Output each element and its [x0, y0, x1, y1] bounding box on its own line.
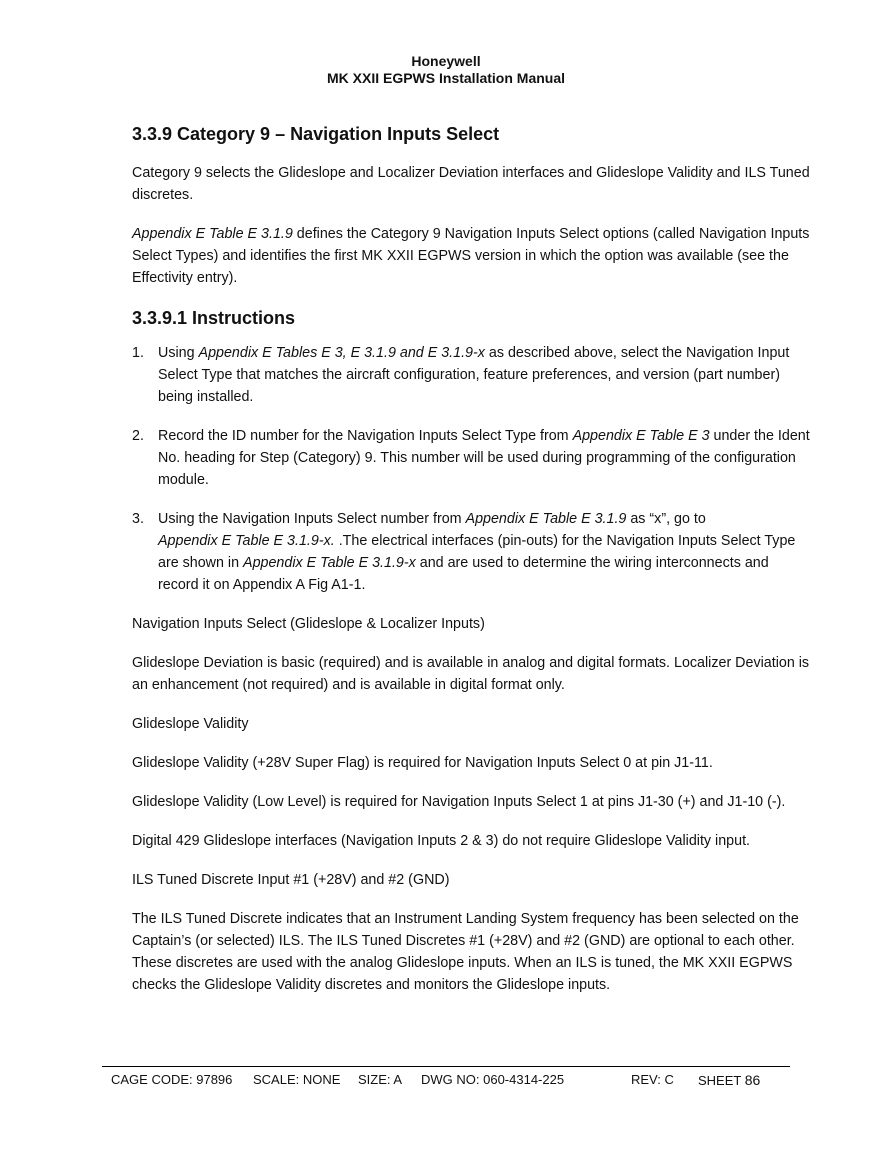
instruction-step-2	[132, 425, 812, 491]
step-number: 2.	[132, 428, 144, 444]
step-text: Record the ID number for the Navigation Inputs Select Type from	[158, 428, 573, 444]
nav-inputs-title: Navigation Inputs Select (Glideslope & Localizer Inputs)	[132, 616, 485, 632]
step-number: 1.	[132, 345, 144, 361]
step-text: under the Ident No. heading for Step (Category) 9. This number will be used during programming of the configuration module.	[158, 428, 810, 488]
drawing-number: DWG NO: 060-4314-225	[421, 1072, 565, 1087]
appendix-reference: Appendix E Table E 3.1.9-x	[243, 555, 416, 571]
sheet-text: SHEET	[698, 1073, 742, 1088]
section-intro: Category 9 selects the Glideslope and Localizer Deviation interfaces and Glideslope Validity and ILS Tuned discretes.	[132, 165, 810, 203]
instructions-heading: 3.3.9.1 Instructions	[132, 308, 296, 328]
instructions-list	[132, 342, 812, 596]
cage-code: CAGE CODE: 97896	[111, 1072, 233, 1087]
step-text: .The electrical interfaces (pin-outs) for the Navigation Inputs Select Type are shown in	[158, 533, 796, 571]
size-label: SIZE: A	[358, 1072, 403, 1087]
instruction-step-3	[132, 508, 812, 596]
sheet-label	[698, 1072, 760, 1088]
section-paragraph-2	[132, 223, 812, 289]
glideslope-validity-low-text: Glideslope Validity (Low Level) is required for Navigation Inputs Select 1 at pins J1-30 (+) and J1-10 (-).	[132, 794, 786, 810]
step-text: Using	[158, 345, 199, 361]
glideslope-validity-title: Glideslope Validity	[132, 716, 249, 732]
page-header	[0, 53, 892, 87]
appendix-reference: Appendix E Table E 3.1.9-x.	[158, 533, 335, 549]
digital-429-text: Digital 429 Glideslope interfaces (Navigation Inputs 2 & 3) do not require Glideslope Validity input.	[132, 833, 751, 849]
document-body	[132, 122, 812, 1013]
appendix-reference: Appendix E Tables E 3, E 3.1.9 and E 3.1.9-x	[198, 345, 485, 361]
step-text: as “x”, go to	[626, 511, 706, 527]
step-number: 3.	[132, 511, 144, 527]
appendix-reference: Appendix E Table E 3.1.9	[465, 511, 627, 527]
ils-tuned-title: ILS Tuned Discrete Input #1 (+28V) and #2 (GND)	[132, 872, 450, 888]
step-text: as described above, select the Navigation Input Select Type that matches the aircraft configuration, feature preferences, and version (part number) being installed.	[158, 345, 790, 405]
header-company: Honeywell	[411, 53, 481, 69]
glideslope-deviation-text: Glideslope Deviation is basic (required) and is available in analog and digital formats. Localizer Deviation is an enhancement (not required) and is available in digital format only.	[132, 655, 810, 693]
appendix-reference: Appendix E Table E 3.1.9	[132, 226, 293, 242]
paragraph-text: defines the Category 9 Navigation Inputs Select options (called Navigation Inputs Select Types) and identifies the first MK XXII EGPWS version in which the option was available (see the Effectivity entry).	[132, 226, 810, 286]
step-text: Using the Navigation Inputs Select number from	[158, 511, 466, 527]
instruction-step-1	[132, 342, 812, 408]
sheet-number: 86	[744, 1072, 761, 1088]
section-heading: 3.3.9 Category 9 – Navigation Inputs Select	[132, 124, 500, 144]
revision-label: REV: C	[631, 1072, 674, 1087]
ils-tuned-text: The ILS Tuned Discrete indicates that an Instrument Landing System frequency has been selected on the Captain’s (or selected) ILS. The ILS Tuned Discretes #1 (+28V) and #2 (GND) are optional to each other. These discretes are used with the analog Glideslope inputs. When an ILS is tuned, the MK XXII EGPWS checks the Glideslope Validity discretes and monitors the Glideslope inputs.	[132, 911, 799, 993]
page-footer	[102, 1066, 790, 1091]
glideslope-validity-28v-text: Glideslope Validity (+28V Super Flag) is required for Navigation Inputs Select 0 at pin J1-11.	[132, 755, 713, 771]
scale-label: SCALE: NONE	[253, 1072, 341, 1087]
step-text: and are used to determine the wiring interconnects and record it on Appendix A Fig A1-1.	[158, 555, 769, 593]
appendix-reference: Appendix E Table E 3	[572, 428, 710, 444]
header-title: MK XXII EGPWS Installation Manual	[326, 70, 566, 86]
